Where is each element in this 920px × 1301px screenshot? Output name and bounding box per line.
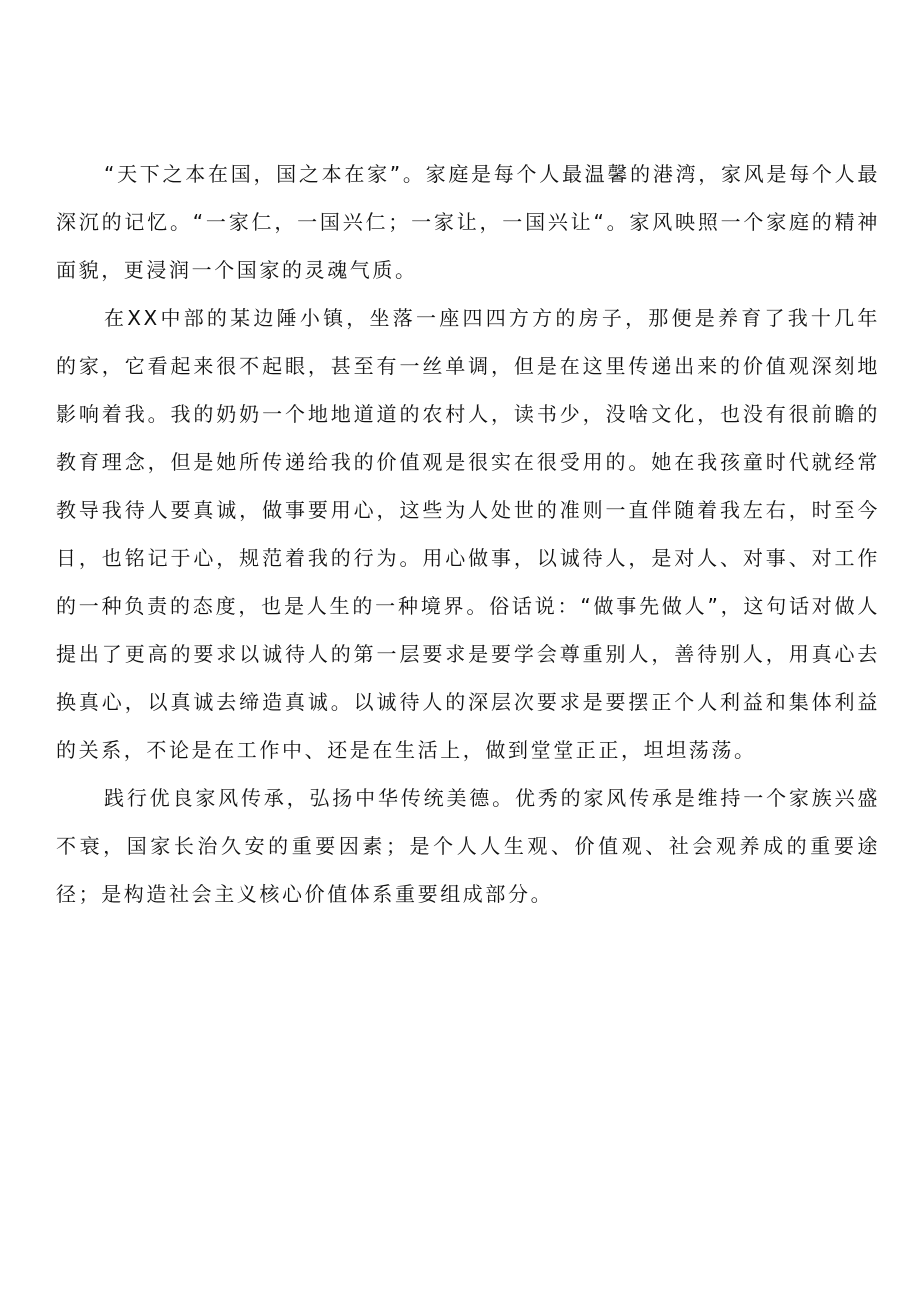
paragraph-3: 践行优良家风传承，弘扬中华传统美德。优秀的家风传承是维持一个家族兴盛不衰，国家长治久安的重要因素；是个人人生观、价值观、社会观养成的重要途径；是构造社会主义核心价值体系重要组成部分。 (56, 786, 880, 906)
paragraph-1: “天下之本在国，国之本在家”。家庭是每个人最温馨的港湾，家风是每个人最深沉的记忆。“一家仁，一国兴仁；一家让，一国兴让“。家风映照一个家庭的精神面貌，更浸润一个国家的灵魂气质。 (56, 162, 880, 282)
paragraph-2: 在XX中部的某边陲小镇，坐落一座四四方方的房子，那便是养育了我十几年的家，它看起来很不起眼，甚至有一丝单调，但是在这里传递出来的价值观深刻地影响着我。我的奶奶一个地地道道的农村人，读书少，没啥文化，也没有很前瞻的教育理念，但是她所传递给我的价值观是很实在很受用的。她在我孩童时代就经常教导我待人要真诚，做事要用心，这些为人处世的准则一直伴随着我左右，时至今日，也铭记于心，规范着我的行为。用心做事，以诚待人，是对人、对事、对工作的一种负责的态度，也是人生的一种境界。俗话说：“做事先做人”，这句话对做人提出了更高的要求以诚待人的第一层要求是要学会尊重别人，善待别人，用真心去换真心，以真诚去缔造真诚。以诚待人的深层次要求是要摆正个人利益和集体利益的关系，不论是在工作中、还是在生活上，做到堂堂正正，坦坦荡荡。 (56, 306, 880, 762)
document-body (56, 150, 880, 918)
